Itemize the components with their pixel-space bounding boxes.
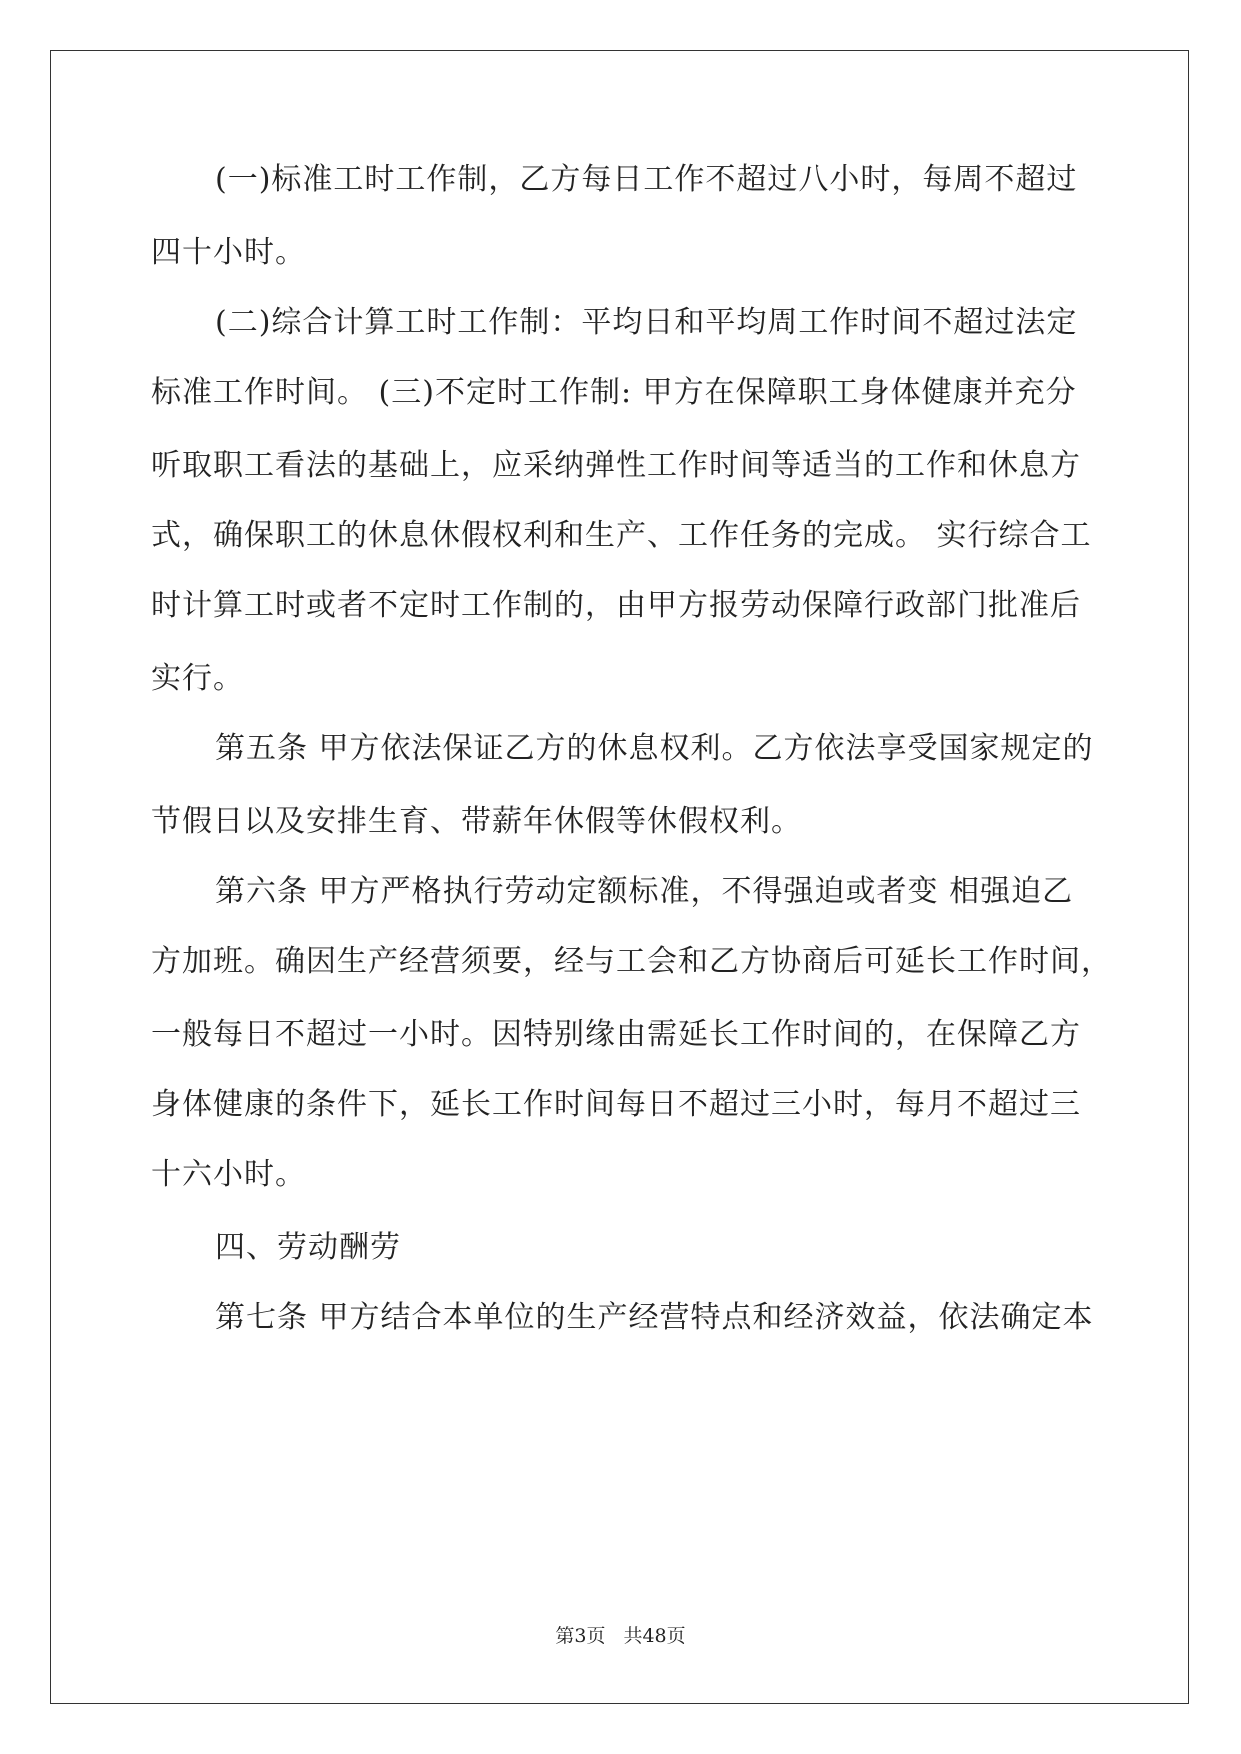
text-line: 式，确保职工的休息休假权利和生产、工作任务的完成。 实行综合工 (151, 518, 1092, 553)
total-pages: 共48页 (623, 1625, 686, 1647)
text-line: 标准工作时间。 (三)不定时工作制: 甲方在保障职工身体健康并充分 (151, 375, 1077, 410)
text-line: 听取职工看法的基础上，应采纳弹性工作时间等适当的工作和休息方 (151, 448, 1081, 483)
text-line: 身体健康的条件下，延长工作时间每日不超过三小时，每月不超过三 (151, 1087, 1081, 1122)
text-line: 方加班。确因生产经营须要，经与工会和乙方协商后可延长工作时间， (151, 944, 1112, 979)
page-footer (0, 1624, 1241, 1648)
text-line: 第五条 甲方依法保证乙方的休息权利。乙方依法享受国家规定的 (215, 731, 1094, 766)
text-line: 一般每日不超过一小时。因特别缘由需延长工作时间的，在保障乙方 (151, 1017, 1081, 1052)
text-line: 十六小时。 (151, 1157, 306, 1192)
text-line: 时计算工时或者不定时工作制的，由甲方报劳动保障行政部门批准后 (151, 588, 1081, 623)
section-heading: 四、劳动酬劳 (215, 1230, 401, 1265)
page-number: 第3页 (555, 1625, 606, 1647)
text-line: 第六条 甲方严格执行劳动定额标准，不得强迫或者变 相强迫乙 (215, 874, 1074, 909)
text-line: (一)标准工时工作制，乙方每日工作不超过八小时，每周不超过 (215, 162, 1078, 197)
text-line: 第七条 甲方结合本单位的生产经营特点和经济效益，依法确定本 (215, 1300, 1094, 1335)
text-line: 节假日以及安排生育、带薪年休假等休假权利。 (151, 804, 802, 839)
text-line: 四十小时。 (151, 235, 306, 270)
text-line: (二)综合计算工时工作制：平均日和平均周工作时间不超过法定 (215, 305, 1078, 340)
text-line: 实行。 (151, 661, 244, 696)
